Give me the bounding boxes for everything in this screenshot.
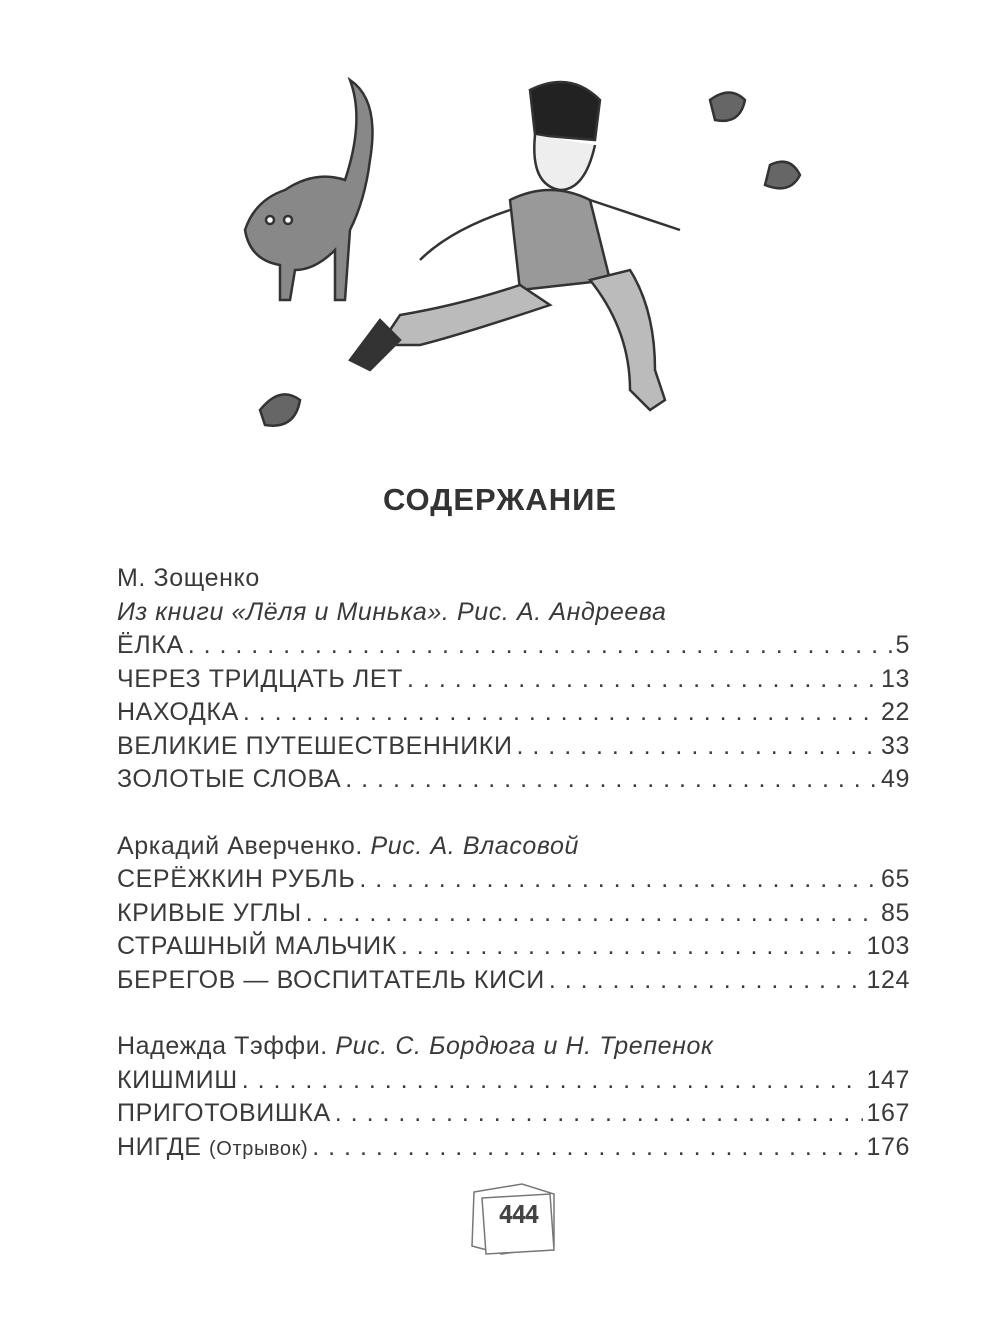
- dot-leader: [306, 897, 878, 931]
- toc-entry[interactable]: [117, 763, 910, 797]
- entry-title: СТРАШНЫЙ МАЛЬЧИК: [117, 932, 397, 960]
- entry-page: 13: [880, 664, 910, 693]
- dot-leader: [335, 1097, 864, 1131]
- entry-page: 49: [880, 765, 910, 793]
- entry-page: 22: [880, 698, 910, 726]
- toc-section-zoshchenko: [117, 562, 910, 797]
- section-subtitle: Из книги «Лёля и Минька». Рис. А. Андреева: [117, 597, 667, 626]
- toc-entry[interactable]: [117, 930, 910, 964]
- entry-page: 85: [880, 898, 910, 927]
- toc-entry[interactable]: [117, 730, 910, 764]
- entry-page: 33: [880, 731, 910, 760]
- entry-title: ПРИГОТОВИШКА: [117, 1099, 331, 1127]
- dot-leader: [242, 1064, 864, 1098]
- entry-title: [117, 1131, 312, 1167]
- dot-leader: [517, 730, 878, 764]
- entry-page: 124: [866, 965, 910, 994]
- entry-title: НАХОДКА: [117, 698, 239, 726]
- section-subtitle: Рис. А. Власовой: [370, 831, 580, 860]
- cat-drawing: [245, 80, 373, 300]
- entry-page: 147: [866, 1065, 910, 1094]
- table-of-contents: [117, 562, 910, 1197]
- entry-note: (Отрывок): [209, 1137, 309, 1160]
- toc-entry[interactable]: [117, 863, 910, 897]
- page-title: СОДЕРЖАНИЕ: [382, 482, 618, 517]
- entry-title: КРИВЫЕ УГЛЫ: [117, 898, 302, 927]
- entry-title: СЕРЁЖКИН РУБЛЬ: [117, 865, 356, 893]
- dot-leader: [407, 663, 878, 697]
- entry-page: 65: [880, 865, 910, 893]
- entry-page: 103: [866, 932, 910, 960]
- author-name: М. Зощенко: [117, 564, 260, 592]
- toc-entry[interactable]: [117, 1097, 910, 1131]
- dot-leader: [549, 964, 864, 998]
- entry-title-text: НИГДЕ: [117, 1132, 202, 1161]
- author-line: [117, 830, 910, 864]
- dot-leader: [188, 629, 893, 663]
- page-number: 444: [498, 1200, 538, 1229]
- toc-entry[interactable]: [117, 696, 910, 730]
- dot-leader: [359, 863, 878, 897]
- toc-entry[interactable]: [117, 897, 910, 931]
- toc-entry[interactable]: [117, 1064, 910, 1098]
- toc-entry[interactable]: [117, 629, 910, 663]
- toc-entry[interactable]: [117, 663, 910, 697]
- toc-section-averchenko: [117, 830, 910, 998]
- boy-drawing: [350, 82, 680, 410]
- entry-title: БЕРЕГОВ — ВОСПИТАТЕЛЬ КИСИ: [117, 965, 545, 994]
- dot-leader: [345, 763, 878, 797]
- dot-leader: [312, 1131, 863, 1165]
- dot-leader: [243, 696, 878, 730]
- author-name: Аркадий Аверченко.: [117, 831, 363, 860]
- toc-section-teffi: [117, 1030, 910, 1164]
- author-name: Надежда Тэффи.: [117, 1032, 328, 1060]
- entry-title: ЗОЛОТЫЕ СЛОВА: [117, 765, 342, 793]
- toc-entry[interactable]: [117, 1131, 910, 1165]
- entry-title: ВЕЛИКИЕ ПУТЕШЕСТВЕННИКИ: [117, 731, 513, 760]
- entry-page: 5: [895, 631, 910, 659]
- entry-page: 176: [866, 1132, 910, 1161]
- toc-entry[interactable]: [117, 964, 910, 998]
- entry-title: ЧЕРЕЗ ТРИДЦАТЬ ЛЕТ: [117, 664, 404, 693]
- dot-leader: [401, 930, 864, 964]
- entry-title: КИШМИШ: [117, 1065, 238, 1094]
- section-subtitle: Рис. С. Бордюга и Н. Трепенок: [335, 1032, 714, 1060]
- author-line: [117, 1030, 910, 1064]
- entry-title: ЁЛКА: [117, 631, 184, 659]
- entry-page: 167: [866, 1099, 910, 1127]
- illustration-running-boy-cat-birds: [230, 70, 810, 460]
